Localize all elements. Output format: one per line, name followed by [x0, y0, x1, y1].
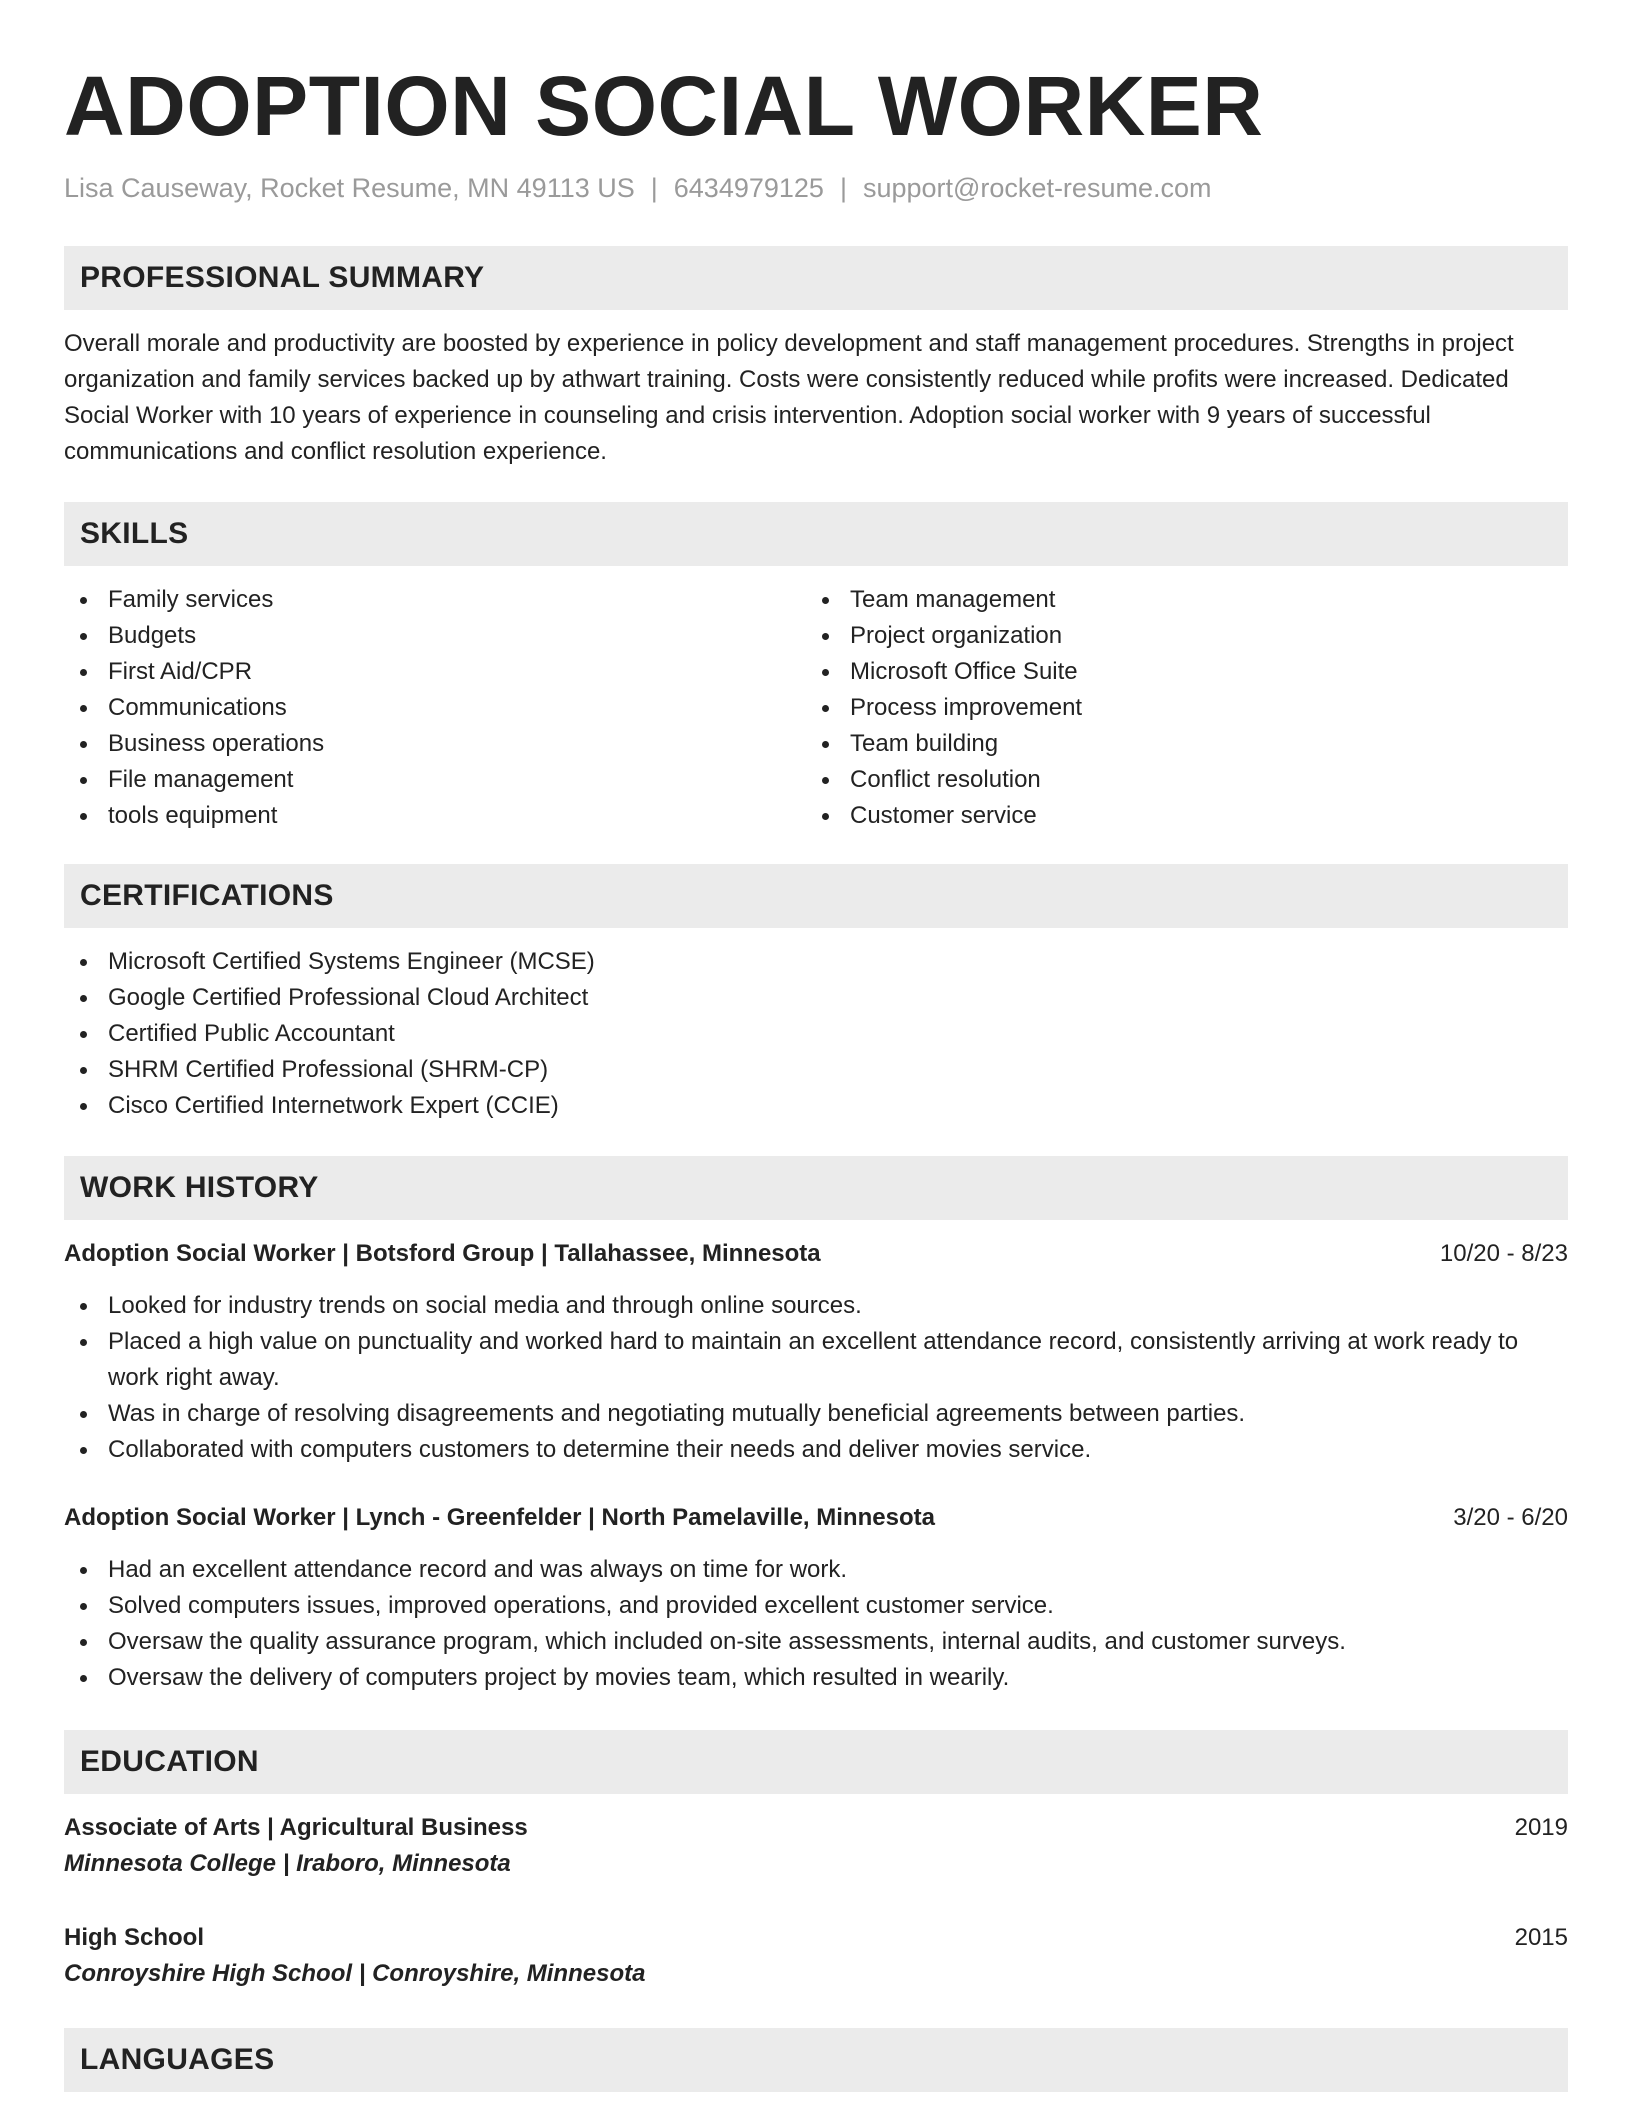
contact-line — [64, 170, 1568, 206]
job-header — [64, 1500, 1568, 1536]
job-bullet: Oversaw the quality assurance program, which included on-site assessments, internal audits, and customer surveys. — [64, 1624, 1568, 1660]
skill-item: Team building — [806, 726, 1548, 762]
skill-item: Microsoft Office Suite — [806, 654, 1548, 690]
certification-item: SHRM Certified Professional (SHRM-CP) — [64, 1052, 1568, 1088]
section-header-languages: LANGUAGES — [64, 2028, 1568, 2092]
skill-item: Business operations — [64, 726, 806, 762]
job-header — [64, 1236, 1568, 1272]
skills-list-left — [64, 582, 806, 834]
certification-item: Google Certified Professional Cloud Architect — [64, 980, 1568, 1016]
contact-phone: 6434979125 — [673, 173, 824, 203]
skill-item: Communications — [64, 690, 806, 726]
job-bullet: Solved computers issues, improved operations, and provided excellent customer service. — [64, 1588, 1568, 1624]
skill-item: Budgets — [64, 618, 806, 654]
contact-separator: | — [839, 173, 847, 203]
job-title: Adoption Social Worker | Botsford Group | Tallahassee, Minnesota — [64, 1240, 821, 1267]
education-header — [64, 1920, 1568, 1956]
section-header-skills: SKILLS — [64, 502, 1568, 566]
job-bullet: Looked for industry trends on social media and through online sources. — [64, 1288, 1568, 1324]
contact-separator: | — [650, 173, 658, 203]
education-school: Conroyshire High School | Conroyshire, Minnesota — [64, 1960, 646, 1987]
education-entry — [64, 1810, 1568, 1882]
skill-item: Project organization — [806, 618, 1548, 654]
certifications-list — [64, 944, 1568, 1124]
skill-item: File management — [64, 762, 806, 798]
job-bullet: Oversaw the delivery of computers project by movies team, which resulted in wearily. — [64, 1660, 1568, 1696]
skill-item: tools equipment — [64, 798, 806, 834]
job-bullet: Collaborated with computers customers to determine their needs and deliver movies service. — [64, 1432, 1568, 1468]
skill-item: Customer service — [806, 798, 1548, 834]
skill-item: Process improvement — [806, 690, 1548, 726]
skill-item: Team management — [806, 582, 1548, 618]
job-bullets — [64, 1288, 1568, 1468]
education-header — [64, 1810, 1568, 1846]
job-title: Adoption Social Worker | Lynch - Greenfelder | North Pamelaville, Minnesota — [64, 1504, 935, 1531]
skills-grid — [64, 582, 1568, 834]
certification-item: Microsoft Certified Systems Engineer (MCSE) — [64, 944, 1568, 980]
education-degree: Associate of Arts | Agricultural Business — [64, 1814, 528, 1841]
job-dates: 3/20 - 6/20 — [1453, 1504, 1568, 1531]
job-bullet: Had an excellent attendance record and was always on time for work. — [64, 1552, 1568, 1588]
education-entry — [64, 1920, 1568, 1992]
education-year: 2019 — [1514, 1814, 1568, 1841]
job-dates: 10/20 - 8/23 — [1439, 1240, 1568, 1267]
skills-list-right — [806, 582, 1548, 834]
job-bullet: Was in charge of resolving disagreements and negotiating mutually beneficial agreements between parties. — [64, 1396, 1568, 1432]
summary-text: Overall morale and productivity are boosted by experience in policy development and staff management procedures. Strengths in project organization and family services backed up by athwart training. Costs were consistently reduced while profits were increased. Dedicated Social Worker with 10 years of experience in counseling and crisis intervention. Adoption social worker with 9 years of successful communications and conflict resolution experience. — [64, 330, 1514, 465]
skill-item: Family services — [64, 582, 806, 618]
education-year: 2015 — [1514, 1924, 1568, 1951]
section-header-certifications: CERTIFICATIONS — [64, 864, 1568, 928]
job-bullet: Placed a high value on punctuality and worked hard to maintain an excellent attendance record, consistently arriving at work ready to work right away. — [64, 1324, 1568, 1396]
education-school: Minnesota College | Iraboro, Minnesota — [64, 1850, 511, 1877]
section-header-work-history: WORK HISTORY — [64, 1156, 1568, 1220]
education-degree: High School — [64, 1924, 204, 1951]
skill-item: Conflict resolution — [806, 762, 1548, 798]
certification-item: Certified Public Accountant — [64, 1016, 1568, 1052]
section-header-summary: PROFESSIONAL SUMMARY — [64, 246, 1568, 310]
contact-email: support@rocket-resume.com — [862, 173, 1212, 203]
job-entry — [64, 1236, 1568, 1468]
section-header-education: EDUCATION — [64, 1730, 1568, 1794]
resume-page — [64, 58, 1568, 2092]
job-entry — [64, 1500, 1568, 1696]
certification-item: Cisco Certified Internetwork Expert (CCIE) — [64, 1088, 1568, 1124]
skill-item: First Aid/CPR — [64, 654, 806, 690]
contact-address: Lisa Causeway, Rocket Resume, MN 49113 US — [64, 173, 635, 203]
job-bullets — [64, 1552, 1568, 1696]
resume-title: ADOPTION SOCIAL WORKER — [64, 59, 1264, 153]
